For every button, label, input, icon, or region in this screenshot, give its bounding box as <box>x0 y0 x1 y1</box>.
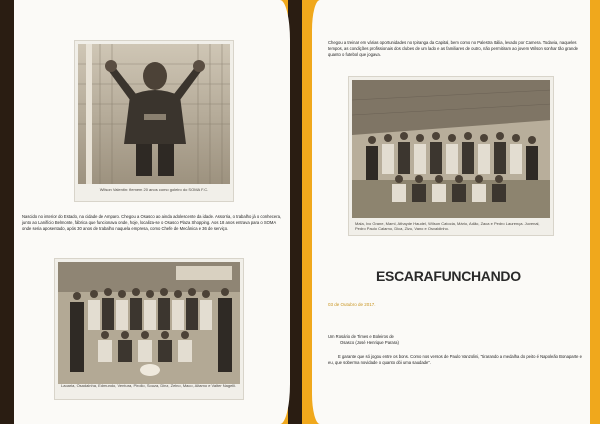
team-photo-card <box>54 258 244 400</box>
article-body: E garante que só jogou entre os bons. Como nos versos de Paulo Vanzolini, "tirarando a medalha do peito é Napoleão Bonaparte e eu, que soberma novidade o quanto dói uma saudade". <box>328 354 582 365</box>
article-title: ESCARAFUNCHANDO <box>376 268 521 284</box>
stadium-team-photo <box>352 80 550 218</box>
stadium-team-photo-caption: Mala, Ivo Grane, Maml, Athayde Haudel, Wilson Catocia, Mário, Adão, Zaca e Pedro Laurença. Juvenal, Pedro Paulo Calarno, Dica, Zizu, Vano e Osvaldinho. <box>355 221 540 231</box>
goalkeeper-photo-caption: Wilson Valentin: fiemem 20 anos como goleiro do SOMA F.C. <box>99 187 209 192</box>
left-intro-paragraph: Nascido no interior do Estado, na cidade de Amparo. Chegou a Osasco ao ainda adolescente da idade. Assorria, o trabalho já o conhecera, junto ao Lanifício Belmonte, fábrica que funcionava onde, hoje, localiza-se o Osasco Plaza Shopping. Aos 18 anos entrava para o SOMA onde seria aposentado, após 30 anos de trabalho naquela empresa, como Chefe de Mecânica e 36 de serviço. <box>22 214 282 231</box>
goalkeeper-photo-card <box>74 40 234 202</box>
article-author-line1: Um Rosário de Times e Boleiros de <box>328 334 394 339</box>
article-author-line2: Osasco (José Henrique Parara) <box>340 340 399 345</box>
goalkeeper-photo <box>78 44 230 184</box>
right-page <box>312 0 590 424</box>
left-page <box>14 0 290 424</box>
team-photo-caption: Laoaria, Osadalnha, Edmundo, Ventura, Pirollo, Souza, Dinz, Zelno, Maco, Altamo e Valter Nagelli. <box>61 383 237 388</box>
team-photo <box>58 262 240 384</box>
stadium-team-photo-card <box>348 76 554 236</box>
book-spine <box>288 0 302 424</box>
article-date: 03 de Outubro de 2017. <box>328 302 376 307</box>
right-intro-paragraph: Chegou a treinar em várias oportunidades no Ipiranga da Capital, bem como no Palestra Itália, levado por Camera. Todavia, naqueles tempos, as condições profissionais dos clubes de um lado e as familiares de outro, não permitiram ao jovem Wilson sonhar tão grande quanto o futebol que jogava. <box>328 40 578 57</box>
